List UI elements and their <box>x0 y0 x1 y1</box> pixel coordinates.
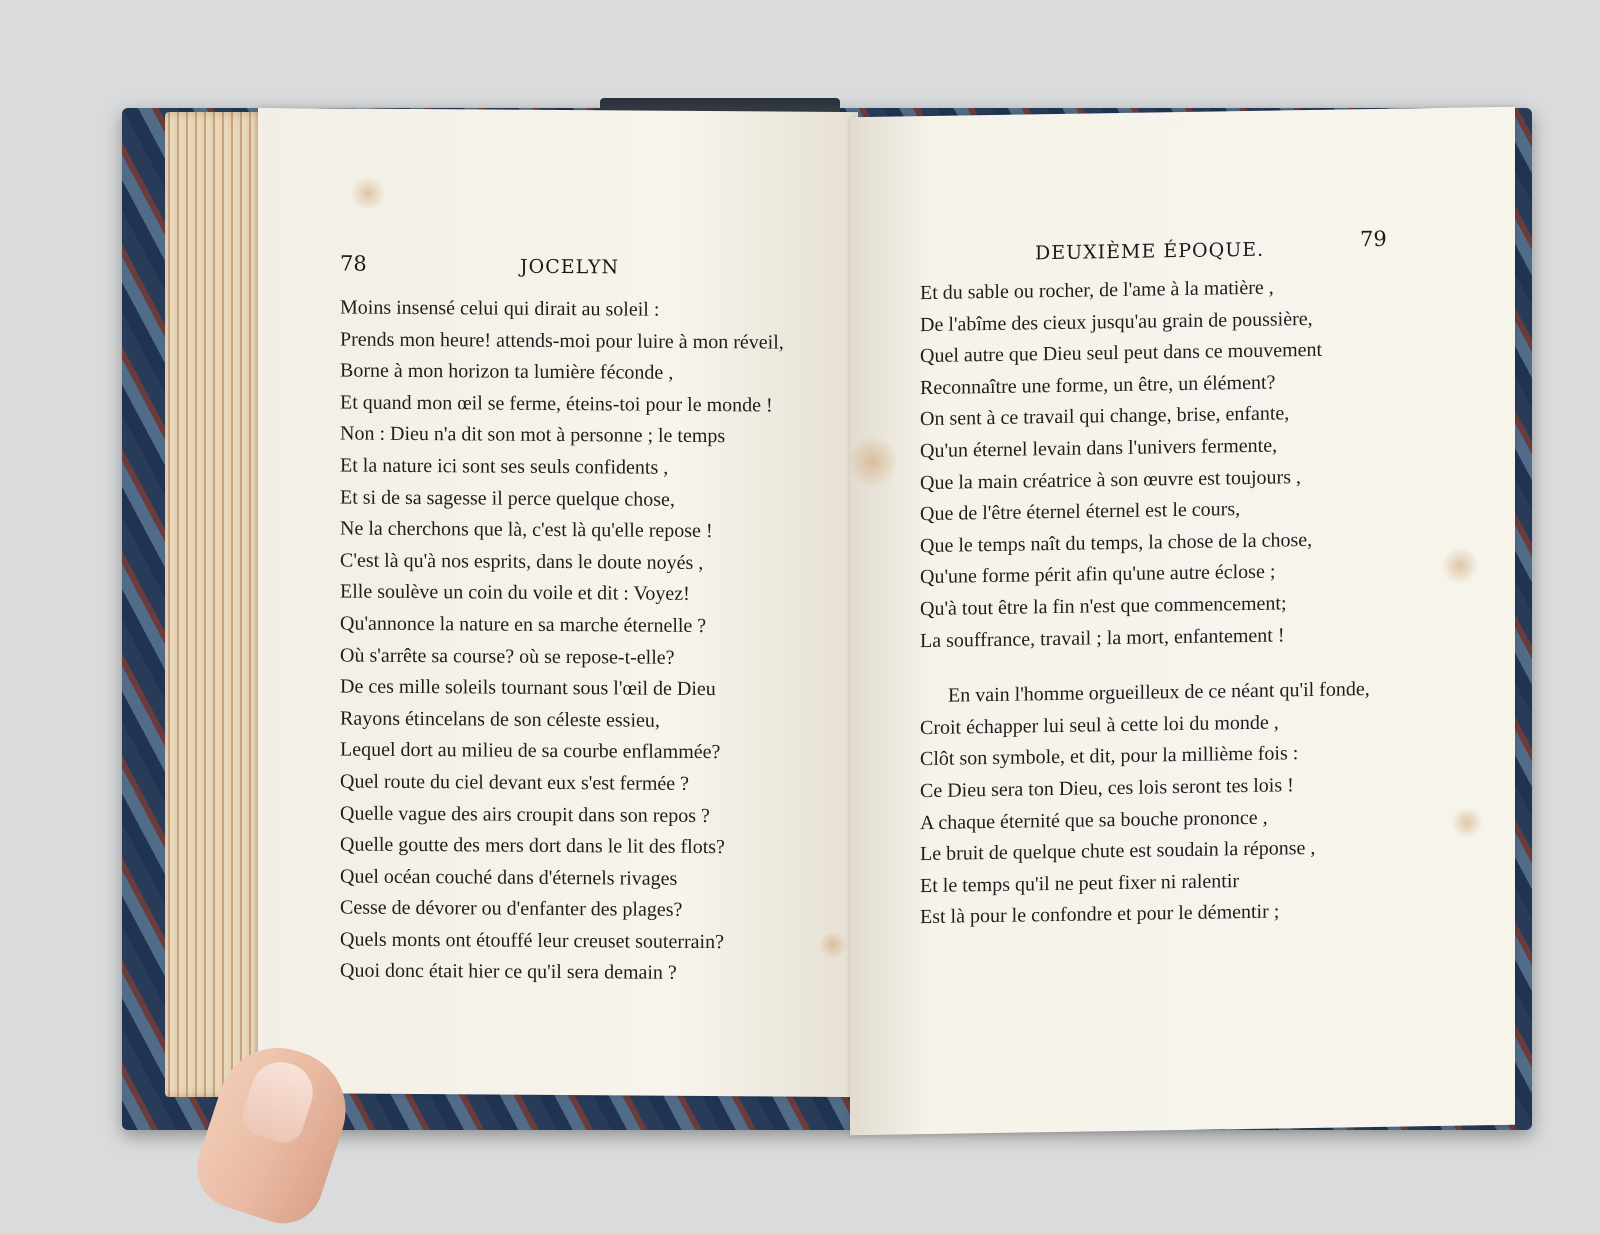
verse-line: Et la nature ici sont ses seuls confidents , <box>340 454 669 479</box>
verse-line: C'est là qu'à nos esprits, dans le doute noyés , <box>340 549 704 574</box>
verse-line: Que le temps naît du temps, la chose de la chose, <box>920 528 1313 557</box>
verse-line: Quel route du ciel devant eux s'est fermée ? <box>340 770 690 795</box>
verse-block-right <box>920 271 1370 934</box>
verse-line: Ne la cherchons que là, c'est là qu'elle repose ! <box>340 517 713 543</box>
verse-line: La souffrance, travail ; la mort, enfantement ! <box>920 623 1285 652</box>
running-head-right: DEUXIÈME ÉPOQUE. <box>1035 238 1265 265</box>
verse-line: Le bruit de quelque chute est soudain la réponse , <box>920 837 1316 866</box>
verse-line: Qu'à tout être la fin n'est que commencement; <box>920 592 1287 621</box>
verse-line: Non : Dieu n'a dit son mot à personne ; le temps <box>340 422 726 448</box>
verse-line: De ces mille soleils tournant sous l'œil de Dieu <box>340 675 716 701</box>
verse-line: Elle soulève un coin du voile et dit : Voyez! <box>340 580 690 606</box>
verse-line: Prends mon heure! attends-moi pour luire à mon réveil, <box>340 328 784 354</box>
page-edges-stack <box>165 112 265 1097</box>
verse-line: Quel océan couché dans d'éternels rivages <box>340 865 678 890</box>
verse-line: Clôt son symbole, et dit, pour la millième fois : <box>920 742 1299 771</box>
foxing-stain <box>818 932 848 958</box>
verse-line: Et le temps qu'il ne peut fixer ni ralentir <box>920 869 1240 897</box>
verse-line: Que de l'être éternel éternel est le cours, <box>920 498 1241 526</box>
verse-line: Qu'une forme périt afin qu'une autre éclose ; <box>920 560 1276 589</box>
verse-line: Moins insensé celui qui dirait au soleil : <box>340 296 660 321</box>
foxing-stain <box>1450 807 1484 838</box>
verse-line: Quels monts ont étouffé leur creuset souterrain? <box>340 928 724 954</box>
verse-line: Rayons étincelans de son céleste essieu, <box>340 707 660 732</box>
verse-line: Quelle vague des airs croupit dans son repos ? <box>340 801 710 827</box>
verse-line: Est là pour le confondre et pour le démentir ; <box>920 900 1280 929</box>
foxing-stain <box>1440 547 1480 584</box>
verse-line: Qu'un éternel levain dans l'univers fermente, <box>920 434 1278 463</box>
verse-line: Et si de sa sagesse il perce quelque chose, <box>340 486 675 511</box>
verse-line: Borne à mon horizon ta lumière féconde , <box>340 359 674 384</box>
verse-line: De l'abîme des cieux jusqu'au grain de poussière, <box>920 307 1313 336</box>
verse-line: Que la main créatrice à son œuvre est toujours , <box>920 465 1301 494</box>
running-head-left: JOCELYN <box>520 255 620 279</box>
verse-line: Et quand mon œil se ferme, éteins-toi pour le monde ! <box>340 391 773 417</box>
verse-line: Reconnaître une forme, un être, un élément? <box>920 371 1276 399</box>
verse-line: Et du sable ou rocher, de l'ame à la matière , <box>920 276 1274 305</box>
left-page <box>258 108 858 1097</box>
verse-line: Où s'arrête sa course? où se repose-t-elle? <box>340 644 675 669</box>
verse-line: En vain l'homme orgueilleux de ce néant qu'il fonde, <box>948 678 1370 707</box>
verse-line: Quoi donc était hier ce qu'il sera demain ? <box>340 959 677 985</box>
verse-line: Croit échapper lui seul à cette loi du monde , <box>920 711 1279 739</box>
verse-line: A chaque éternité que sa bouche prononce , <box>920 806 1268 834</box>
verse-line: Cesse de dévorer ou d'enfanter des plages? <box>340 896 683 922</box>
foxing-stain <box>348 179 388 209</box>
verse-block-left <box>340 292 784 990</box>
page-number-right: 79 <box>1360 226 1387 252</box>
right-page <box>850 107 1515 1135</box>
verse-line: Ce Dieu sera ton Dieu, ces lois seront tes lois ! <box>920 774 1294 803</box>
verse-line: Lequel dort au milieu de sa courbe enflammée? <box>340 738 721 764</box>
verse-line: Quel autre que Dieu seul peut dans ce mouvement <box>920 338 1323 368</box>
page-number-left: 78 <box>340 251 367 276</box>
verse-line: Qu'annonce la nature en sa marche éternelle ? <box>340 612 707 637</box>
verse-line: On sent à ce travail qui change, brise, enfante, <box>920 402 1290 431</box>
foxing-stain <box>850 432 896 493</box>
verse-line: Quelle goutte des mers dort dans le lit des flots? <box>340 833 725 859</box>
